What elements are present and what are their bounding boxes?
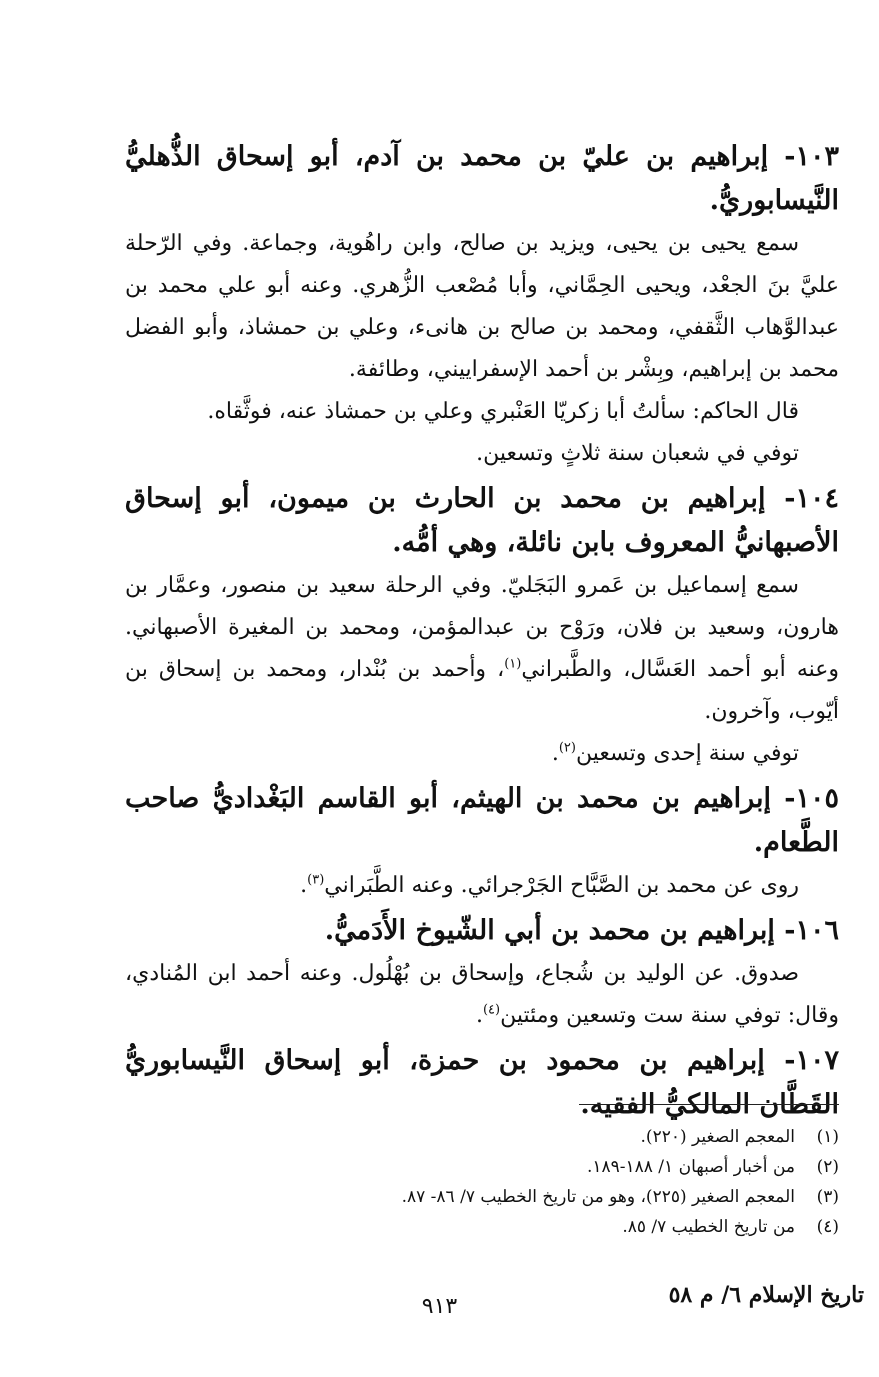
footnote-ref-4: (٤) [482, 1002, 501, 1018]
entry-heading-105: ١٠٥- إبراهيم بن محمد بن الهيثم، أبو القاسم البَغْداديُّ صاحب الطَّعام. [125, 783, 839, 858]
entry-103-paragraph-1: سمع يحيى بن يحيى، ويزيد بن صالح، وابن راهُوية، وجماعة. وفي الرّحلة عليَّ بنَ الجعْد، ويحيى الحِمَّاني، وأبا مُصْعب الزُّهري. وعنه أبو علي محمد بن عبدالوَّهاب الثَّقفي، ومحمد بن صالح بن هانىء، وعلي بن حمشاذ، وأبو الفضل محمد بن إبراهيم، وبِشْر بن أحمد الإسفراييني، وطائفة. [125, 231, 839, 382]
footnote-1 [125, 1122, 839, 1152]
footnote-number: (٢) [816, 1157, 839, 1177]
footnote-ref-2: (٢) [558, 740, 576, 756]
entry-104-paragraph-1-tail: ، وأحمد بن بُنْدار، ومحمد بن إسحاق بن أيّوب، وآخرون. [125, 657, 839, 724]
footnote-4 [125, 1212, 839, 1242]
entry-105-paragraph-1-tail: . [300, 873, 308, 898]
footnote-text: من تاريخ الخطيب ٧/ ٨٥. [622, 1217, 795, 1237]
entry-106-paragraph-1-tail: . [475, 1003, 483, 1028]
footnote-separator [579, 1104, 839, 1105]
running-head: تاريخ الإسلام ٦/ م ٥٨ [668, 1282, 864, 1308]
footnote-ref-3: (٣) [307, 872, 325, 888]
footnote-text: من أخبار أصبهان ١/ ١٨٨-١٨٩. [586, 1157, 795, 1177]
entry-105-paragraph-1-text: روى عن محمد بن الصَّبَّاح الجَرْجرائي. وعنه الطَّبَراني [324, 873, 799, 898]
entry-104-paragraph-2-tail: . [551, 741, 559, 766]
entry-105-paragraph-1 [125, 865, 839, 907]
footnote-2 [125, 1152, 839, 1182]
entry-103-paragraph-3: توفي في شعبان سنة ثلاثٍ وتسعين. [476, 441, 799, 466]
footnote-ref-1: (١) [504, 656, 522, 672]
main-text [125, 135, 839, 1127]
entry-104-paragraph-1 [125, 565, 839, 733]
entry-heading-103: ١٠٣- إبراهيم بن عليّ بن محمد بن آدم، أبو إسحاق الذُّهليُّ النَّيسابوريُّ. [125, 141, 839, 216]
entry-104-paragraph-1-text: سمع إسماعيل بن عَمرو البَجَليّ. وفي الرحلة سعيد بن منصور، وعمَّار بن هارون، وسعيد بن فلان، ورَوْح بن عبدالمؤمن، ومحمد بن المغيرة الأصبهاني. وعنه أبو أحمد العَسَّال، والطَّبراني [125, 573, 840, 682]
footnotes [125, 1122, 839, 1242]
entry-103-paragraph-2: قال الحاكم: سألتُ أبا زكريّا العَنْبري وعلي بن حمشاذ عنه، فوثَّقاه. [207, 399, 799, 424]
entry-106-paragraph-1 [125, 953, 839, 1037]
footnote-3 [125, 1182, 839, 1212]
footnote-number: (٣) [816, 1187, 839, 1207]
footnote-text: المعجم الصغير (٢٢٥)، وهو من تاريخ الخطيب ٧/ ٨٦- ٨٧. [401, 1187, 795, 1207]
footnote-text: المعجم الصغير (٢٢٠). [640, 1127, 795, 1147]
entry-heading-106: ١٠٦- إبراهيم بن محمد بن أبي الشّيوخ الأَدَميُّ. [324, 915, 839, 946]
entry-106-paragraph-1-text: صدوق. عن الوليد بن شُجاع، وإسحاق بن بُهْلُول. وعنه أحمد ابن المُنادي، وقال: توفي سنة ست وتسعين ومئتين [125, 961, 839, 1028]
entry-heading-107: ١٠٧- إبراهيم بن محمود بن حمزة، أبو إسحاق النَّيسابوريُّ القَطَّان المالكيُّ الفقيه. [125, 1045, 839, 1120]
footnote-number: (٤) [816, 1217, 839, 1237]
entry-heading-104: ١٠٤- إبراهيم بن محمد بن الحارث بن ميمون، أبو إسحاق الأصبهانيُّ المعروف بابن نائلة، وهي أمُّه. [125, 483, 839, 558]
footnote-number: (١) [816, 1127, 839, 1147]
entry-104-paragraph-2-text: توفي سنة إحدى وتسعين [575, 741, 799, 766]
entry-104-paragraph-2 [125, 733, 839, 775]
page-number: ٩١٣ [421, 1294, 458, 1319]
